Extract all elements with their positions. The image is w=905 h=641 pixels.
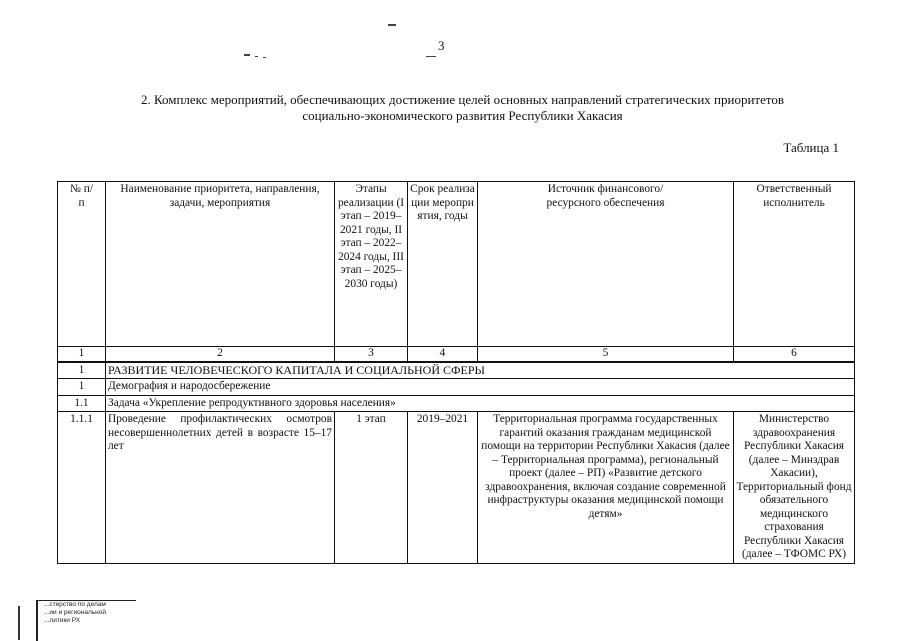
scan-edge-mark: [18, 606, 20, 640]
scan-speck: [244, 54, 250, 56]
section-heading: [90, 92, 835, 124]
stamp-line: ...ии и региональной: [44, 609, 106, 616]
table-header-row: [58, 182, 855, 347]
column-number-row: [58, 347, 855, 362]
column-number: 3: [335, 347, 408, 362]
scan-speck: [255, 56, 258, 57]
column-number: 5: [478, 347, 734, 362]
measure-executor: Министерство здравоохранения Республики Хакасия (далее – Минздрав Хакасии), Территориальный фонд обязательного медицинского страхования Республики Хакасия (далее – ТФОМС РХ): [734, 412, 855, 564]
column-number: 1: [58, 347, 106, 362]
header-name: Наименование приоритета, направления, задачи, мероприятия: [106, 182, 335, 347]
measure-name: Проведение профилактических осмотров несовершеннолетних детей в возрасте 15–17 лет: [106, 412, 335, 564]
scan-speck: [426, 56, 436, 57]
measure-number: 1.1.1: [58, 412, 106, 564]
column-number: 6: [734, 347, 855, 362]
heading-line-2: социально-экономического развития Республики Хакасия: [302, 108, 623, 123]
row-number: 1.1: [58, 395, 106, 412]
measure-stage: 1 этап: [335, 412, 408, 564]
table-row: [58, 412, 855, 564]
scan-speck: [263, 57, 266, 58]
heading-line-1: 2. Комплекс мероприятий, обеспечивающих достижение целей основных направлений стратегических приоритетов: [140, 92, 785, 107]
column-number: 4: [408, 347, 478, 362]
header-term: Срок реализации мероприятия, годы: [408, 182, 478, 347]
header-source: Источник финансового/ ресурсного обеспечения: [478, 182, 734, 347]
header-num: № п/п: [58, 182, 106, 347]
measure-source: Территориальная программа государственных гарантий оказания гражданам медицинской помощи на территории Республики Хакасия (далее – Территориальная программа), региональный проект (далее – РП) «Развитие детского здравоохранения, включая создание современной инфраструктуры оказания медицинской помощи детям»: [478, 412, 734, 564]
measures-table: [57, 181, 855, 564]
table-label: Таблица 1: [783, 140, 839, 155]
measure-term: 2019–2021: [408, 412, 478, 564]
column-number: 2: [106, 347, 335, 362]
table-row: [58, 379, 855, 396]
header-executor: Ответственный исполнитель: [734, 182, 855, 347]
stamp-line: ...стерство по делам: [44, 601, 106, 608]
page-number: 3: [438, 38, 445, 53]
stamp: [36, 600, 136, 641]
priority-title: РАЗВИТИЕ ЧЕЛОВЕЧЕСКОГО КАПИТАЛА И СОЦИАЛЬНОЙ СФЕРЫ: [106, 362, 855, 379]
scan-speck: [388, 24, 396, 26]
stamp-line: ...литики РХ: [44, 617, 81, 624]
task-title: Задача «Укрепление репродуктивного здоровья населения»: [106, 395, 855, 412]
table-row: [58, 362, 855, 379]
table-row: [58, 395, 855, 412]
header-stages: Этапы реализации (I этап – 2019–2021 годы, II этап – 2022–2024 годы, III этап – 2025–2030 годы): [335, 182, 408, 347]
direction-title: Демография и народосбережение: [106, 379, 855, 396]
row-number: 1: [58, 379, 106, 396]
row-number: 1: [58, 362, 106, 379]
